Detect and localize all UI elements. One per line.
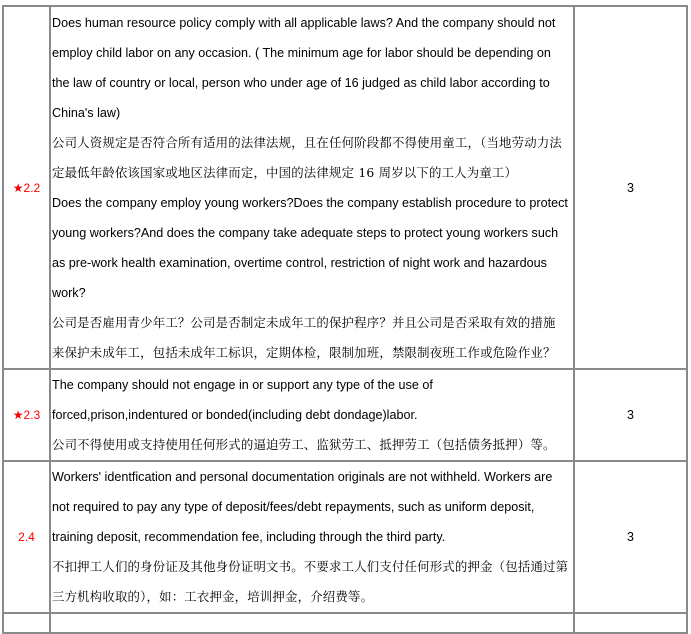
requirement-line-chinese: 公司人资规定是否符合所有适用的法律法规，且在任何阶段都不得使用童工，（当地劳动力法 bbox=[52, 135, 563, 150]
requirement-line: Workers' identfication and personal documentation originals are not withheld. Workers are bbox=[52, 470, 553, 484]
requirement-line: work? bbox=[52, 286, 86, 300]
score-value: 3 bbox=[627, 180, 634, 195]
requirement-line: The company should not engage in or support any type of the use of bbox=[52, 378, 433, 392]
score-value: 3 bbox=[627, 530, 634, 544]
score-value: 3 bbox=[627, 408, 634, 422]
table-row bbox=[3, 369, 687, 461]
requirement-line-chinese: 公司是否雇用青少年工？公司是否制定未成年工的保护程序？并且公司是否采取有效的措施 bbox=[52, 315, 556, 330]
requirement-text-cell bbox=[50, 369, 574, 461]
requirement-line-chinese: 来保护未成年工，包括未成年工标识，定期体检，限制加班，禁限制夜班工作或危险作业？ bbox=[52, 345, 556, 360]
requirement-line: Does human resource policy comply with all applicable laws? And the company should not bbox=[52, 16, 556, 30]
requirement-line: forced,prison,indentured or bonded(including debt dondage)labor. bbox=[52, 408, 418, 422]
requirements-table bbox=[2, 5, 688, 634]
requirement-line: the law of country or local, person who under age of 16 judged as child labor according to bbox=[52, 76, 550, 90]
requirement-line: employ child labor on any occasion. ( The minimum age for labor should be depending on bbox=[52, 46, 551, 60]
table-row-partial bbox=[3, 613, 687, 633]
score-cell bbox=[574, 369, 687, 461]
table-row bbox=[3, 461, 687, 613]
item-number: ★2.3 bbox=[12, 408, 41, 422]
requirement-line-chinese: 公司不得使用或支持使用任何形式的逼迫劳工、监狱劳工、抵押劳工（包括债务抵押）等。 bbox=[52, 437, 556, 452]
item-number-cell bbox=[3, 613, 50, 633]
table-row bbox=[3, 6, 687, 369]
item-number-cell bbox=[3, 461, 50, 613]
item-number: ★2.2 bbox=[12, 180, 41, 195]
requirement-line-chinese: 定最低年龄依该国家或地区法律而定，中国的法律规定 16 周岁以下的工人为童工） bbox=[52, 165, 518, 180]
requirement-line: training deposit, recommendation fee, including through the third party. bbox=[52, 530, 446, 544]
item-number: 2.4 bbox=[18, 530, 35, 544]
requirement-line: Does the company employ young workers?Does the company establish procedure to protect bbox=[52, 196, 568, 210]
item-number-cell bbox=[3, 6, 50, 369]
requirement-line: as pre-work health examination, overtime control, restriction of night work and hazardous bbox=[52, 256, 547, 270]
requirement-line-chinese: 不扣押工人们的身份证及其他身份证明文书。不要求工人们支付任何形式的押金（包括通过第 bbox=[52, 559, 569, 574]
score-cell bbox=[574, 6, 687, 369]
item-number-cell bbox=[3, 369, 50, 461]
requirement-line: China's law) bbox=[52, 106, 121, 120]
requirement-line: young workers?And does the company take adequate steps to protect young workers such bbox=[52, 226, 559, 240]
requirement-line-chinese: 三方机构收取的），如：工衣押金，培训押金，介绍费等。 bbox=[52, 589, 374, 604]
score-cell bbox=[574, 461, 687, 613]
requirement-line: not required to pay any type of deposit/fees/debt repayments, such as uniform deposit, bbox=[52, 500, 535, 514]
requirement-text-cell bbox=[50, 613, 574, 633]
requirement-text-cell bbox=[50, 461, 574, 613]
requirement-text-cell bbox=[50, 6, 574, 369]
score-cell bbox=[574, 613, 687, 633]
